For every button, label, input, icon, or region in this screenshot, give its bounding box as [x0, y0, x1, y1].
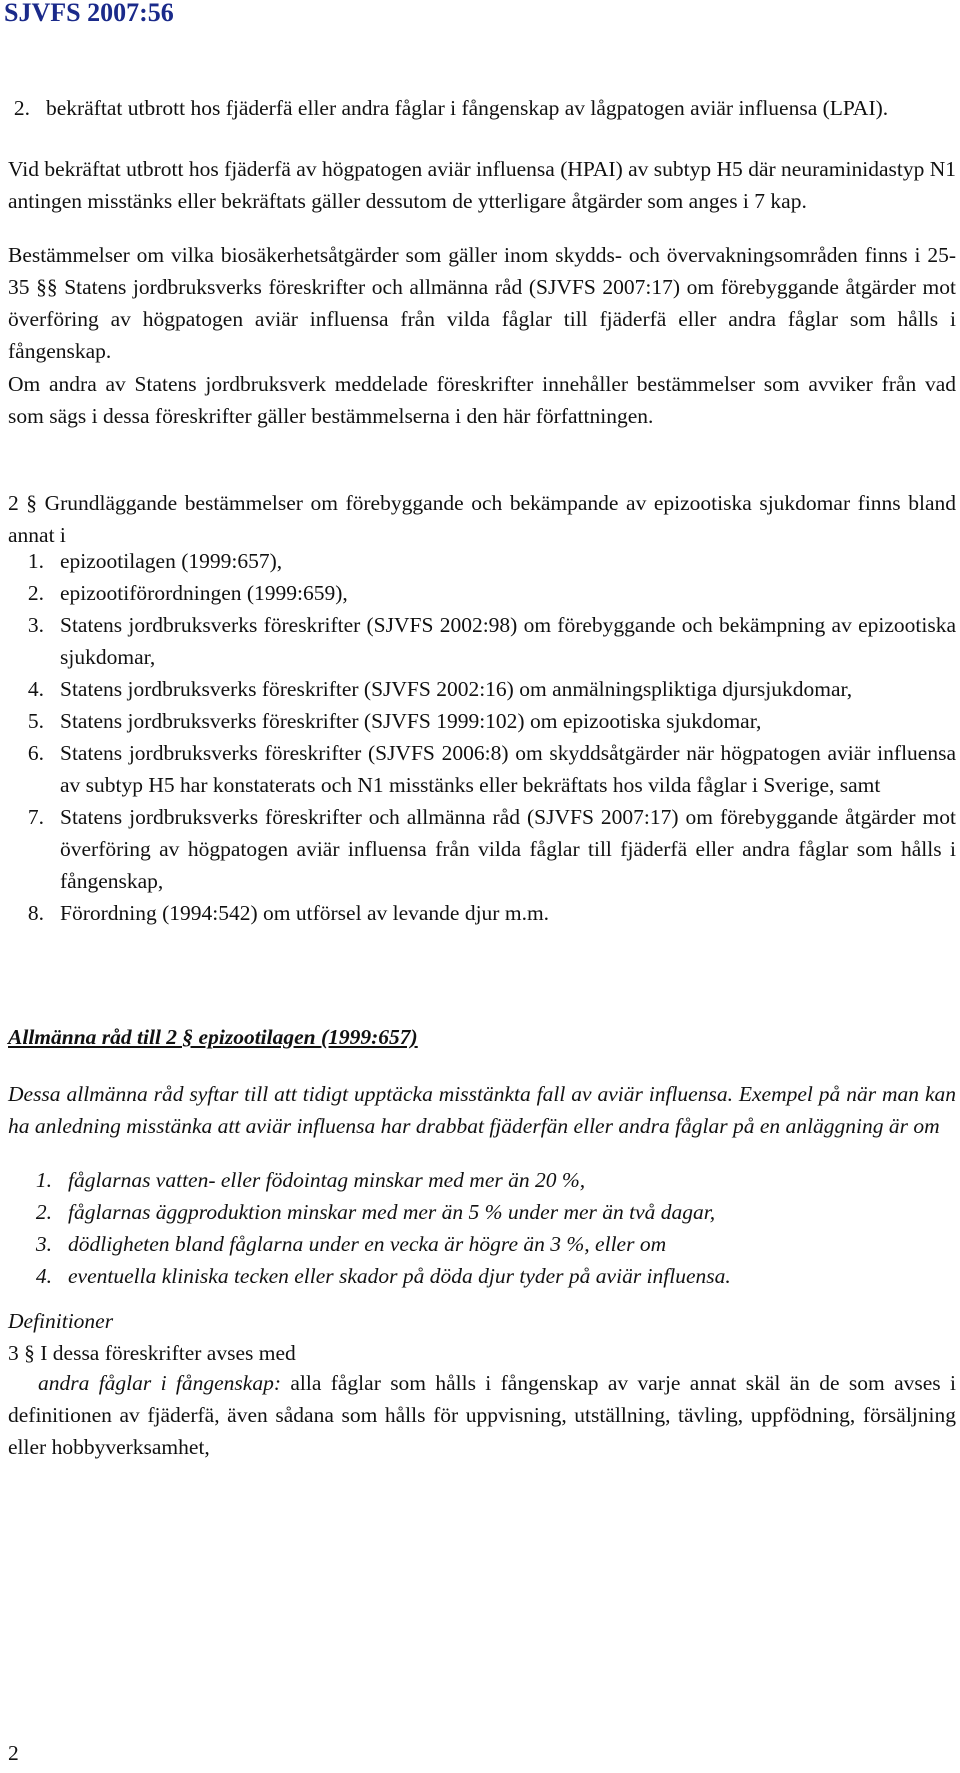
section-3-intro: 3 § I dessa föreskrifter avses med — [8, 1341, 296, 1365]
list-item — [8, 897, 956, 929]
list-item — [8, 1164, 956, 1196]
document-id-header: SJVFS 2007:56 — [4, 0, 174, 27]
list-item-number: 1. — [35, 1168, 52, 1192]
paragraph-conflicting-rules: Om andra av Statens jordbruksverk meddelade föreskrifter innehåller bestämmelser som avviker från vad som sägs i dessa föreskrifter gäller bestämmelserna i den här författningen. — [8, 372, 956, 428]
list-item-number: 4. — [27, 677, 44, 701]
definition-other-birds — [8, 1367, 956, 1463]
section-2-list — [8, 545, 956, 929]
list-item-number: 2. — [27, 581, 44, 605]
list-item-text: Statens jordbruksverks föreskrifter (SJVFS 2002:98) om förebyggande och bekämpning av epizootiska sjukdomar, — [60, 613, 956, 669]
list-item-text: Statens jordbruksverks föreskrifter (SJVFS 2006:8) om skyddsåtgärder när högpatogen aviär influensa av subtyp H5 har konstaterats och N1 misstänks eller bekräftats hos vilda fåglar i Sverige, samt — [60, 741, 956, 797]
definition-text: alla fåglar som hålls i fångenskap av varje annat skäl än de som avses i definitionen av fjäderfä, även sådana som hålls för uppvisning, utställning, tävling, uppfödning, försäljning eller hobbyverksamhet, — [8, 1371, 956, 1459]
list-item-text: epizootiförordningen (1999:659), — [60, 581, 348, 605]
list-item-number: 3. — [35, 1232, 52, 1256]
list-item — [8, 705, 956, 737]
advice-heading: Allmänna råd till 2 § epizootilagen (1999:657) — [8, 1025, 418, 1049]
list-item — [8, 92, 956, 124]
list-item-number: 7. — [27, 805, 44, 829]
list-item-text: eventuella kliniska tecken eller skador på döda djur tyder på aviär influensa. — [68, 1264, 731, 1288]
page-number: 2 — [8, 1741, 19, 1765]
list-item — [8, 577, 956, 609]
intro-list — [8, 92, 956, 124]
list-item — [8, 1260, 956, 1292]
list-item — [8, 801, 956, 897]
list-item-number: 4. — [35, 1264, 52, 1288]
paragraph-biosecurity: Bestämmelser om vilka biosäkerhetsåtgärder som gäller inom skydds- och övervakningsområden finns i 25-35 §§ Statens jordbruksverks föreskrifter och allmänna råd (SJVFS 2007:17) om förebyggande åtgärder mot överföring av högpatogen aviär influensa från vilda fåglar till fjäderfä eller andra fåglar som hålls i fångenskap. — [8, 243, 956, 363]
list-item — [8, 737, 956, 801]
list-item-text: dödligheten bland fåglarna under en vecka är högre än 3 %, eller om — [68, 1232, 667, 1256]
list-item-number: 3. — [27, 613, 44, 637]
list-item — [8, 609, 956, 673]
paragraph-hpai: Vid bekräftat utbrott hos fjäderfä av högpatogen aviär influensa (HPAI) av subtyp H5 där neuraminidastyp N1 antingen misstänks eller bekräftats gäller dessutom de ytterligare åtgärder som anges i 7 kap. — [8, 157, 956, 213]
list-item-number: 5. — [27, 709, 44, 733]
definitions-heading: Definitioner — [8, 1309, 114, 1333]
list-item-number: 8. — [27, 901, 44, 925]
advice-intro: Dessa allmänna råd syftar till att tidigt upptäcka misstänkta fall av aviär influensa. Exempel på när man kan ha anledning misstänka att aviär influensa har drabbat fjäderfän eller andra fåglar på en anläggning är om — [8, 1082, 956, 1138]
list-item-text: Statens jordbruksverks föreskrifter och allmänna råd (SJVFS 2007:17) om förebyggande åtgärder mot överföring av högpatogen aviär influensa från vilda fåglar till fjäderfä eller andra fåglar som hålls i fångenskap, — [60, 805, 956, 893]
list-item-text: epizootilagen (1999:657), — [60, 549, 283, 573]
list-item-number: 2. — [35, 1200, 52, 1224]
list-item — [8, 1228, 956, 1260]
list-item-text: Statens jordbruksverks föreskrifter (SJVFS 1999:102) om epizootiska sjukdomar, — [60, 709, 762, 733]
definition-term: andra fåglar i fångenskap: — [38, 1371, 282, 1395]
section-2-intro: 2 § Grundläggande bestämmelser om förebyggande och bekämpande av epizootiska sjukdomar finns bland annat i — [8, 491, 956, 547]
list-item — [8, 1196, 956, 1228]
list-item-number: 2. — [13, 96, 30, 120]
list-item-text: Förordning (1994:542) om utförsel av levande djur m.m. — [60, 901, 550, 925]
list-item-text: fåglarnas vatten- eller födointag minskar med mer än 20 %, — [68, 1168, 586, 1192]
list-item — [8, 673, 956, 705]
list-item-number: 1. — [27, 549, 44, 573]
list-item-text: fåglarnas äggproduktion minskar med mer än 5 % under mer än två dagar, — [68, 1200, 716, 1224]
advice-list — [8, 1164, 956, 1292]
list-item — [8, 545, 956, 577]
list-item-number: 6. — [27, 741, 44, 765]
list-item-text: Statens jordbruksverks föreskrifter (SJVFS 2002:16) om anmälningspliktiga djursjukdomar, — [60, 677, 853, 701]
list-item-text: bekräftat utbrott hos fjäderfä eller andra fåglar i fångenskap av lågpatogen aviär influensa (LPAI). — [46, 96, 889, 120]
